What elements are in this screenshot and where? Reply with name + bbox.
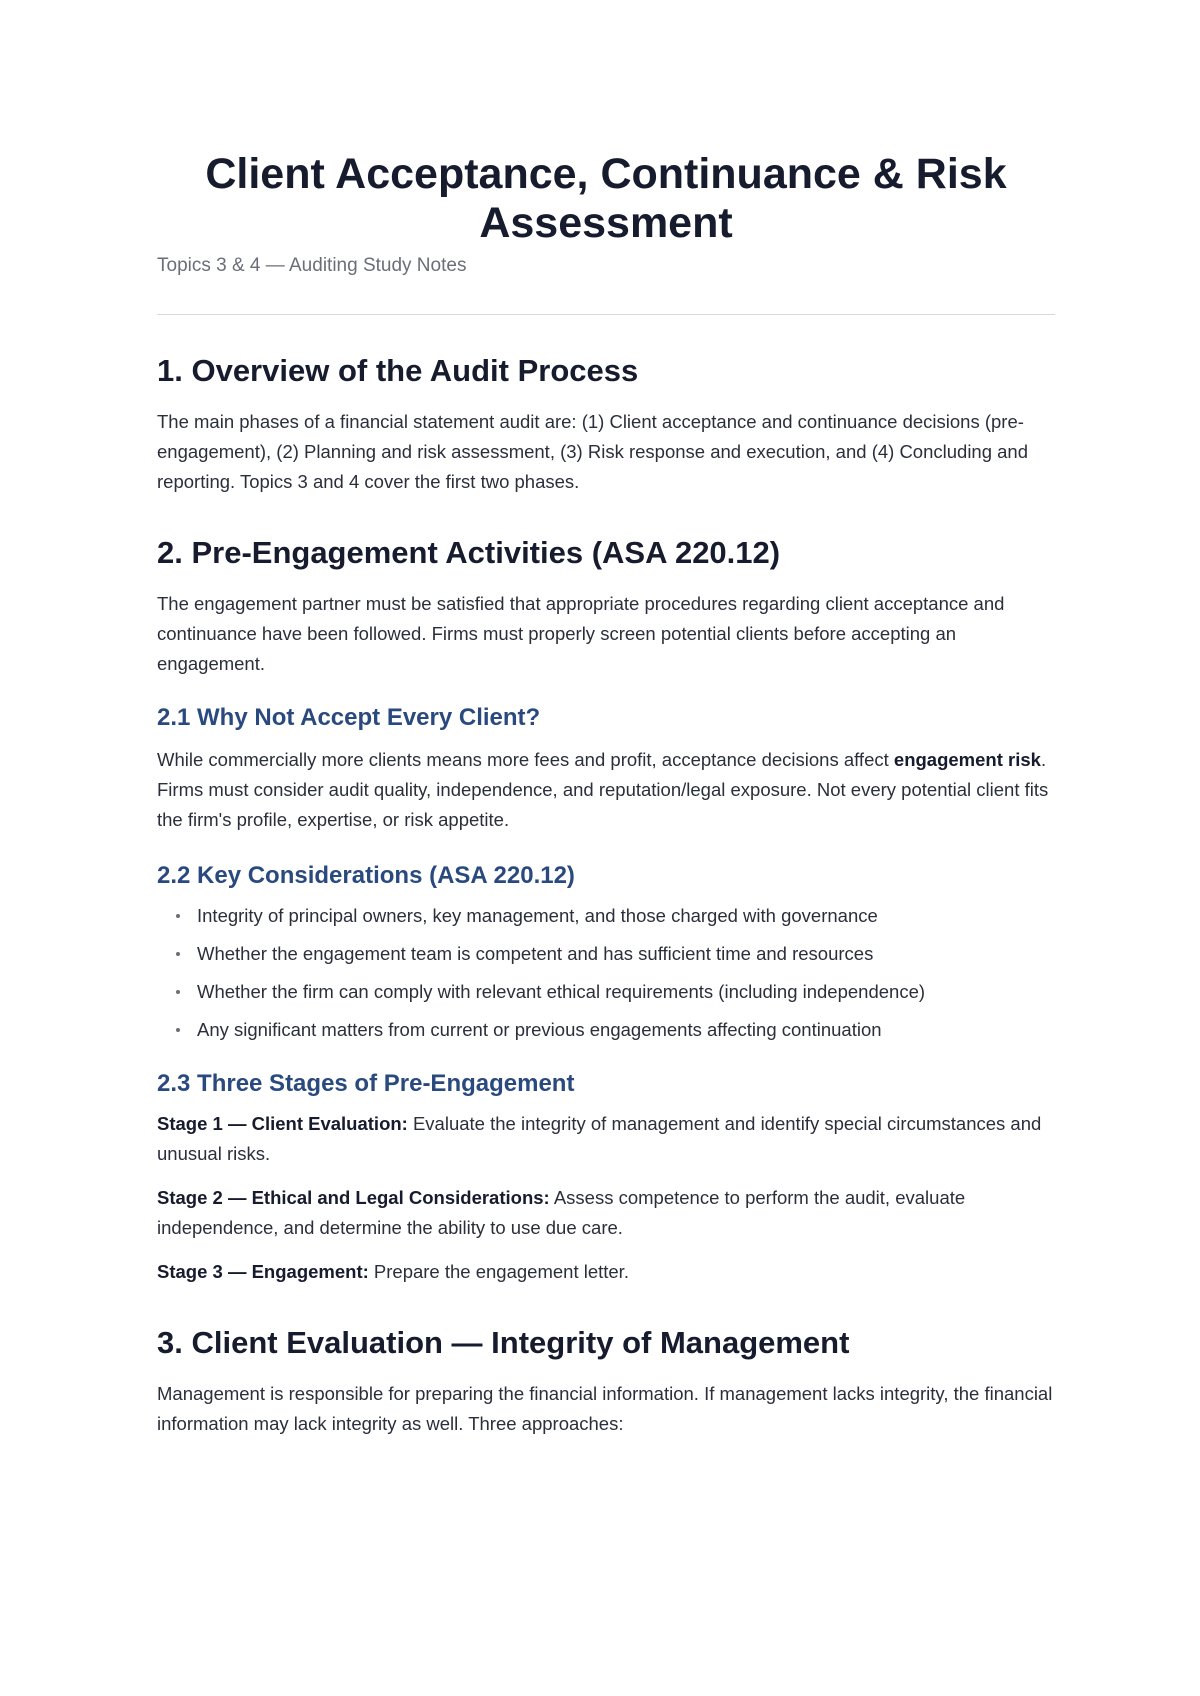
section-1-heading: 1. Overview of the Audit Process: [157, 353, 639, 388]
bullet-icon: [176, 914, 180, 918]
engagement-risk-term: engagement risk: [893, 749, 1041, 770]
stage-1-text: Evaluate the integrity of management and identify special circumstances and unusual risks.: [157, 1113, 1042, 1164]
section-2-paragraph: The engagement partner must be satisfied that appropriate procedures regarding client acceptance and continuance have been followed. Firms must properly screen potential clients before accepting an engagement.: [157, 593, 1005, 674]
section-3-paragraph: Management is responsible for preparing the financial information. If management lacks integrity, the financial information may lack integrity as well. Three approaches:: [157, 1383, 1053, 1434]
section-2-1-text-before: While commercially more clients means more fees and profit, acceptance decisions affect: [157, 749, 894, 770]
stage-2-paragraph: [157, 1183, 1055, 1243]
list-item-text: Whether the engagement team is competent and has sufficient time and resources: [197, 943, 874, 964]
list-item: [157, 903, 1055, 929]
section-2-3-heading: 2.3 Three Stages of Pre-Engagement: [157, 1070, 575, 1097]
section-2-2-heading: 2.2 Key Considerations (ASA 220.12): [157, 862, 575, 889]
document-content: [157, 150, 1055, 1439]
list-item: [157, 941, 1055, 967]
stage-3-label: Stage 3 — Engagement:: [157, 1261, 369, 1282]
document-title: Client Acceptance, Continuance & Risk Assessment: [205, 150, 1007, 247]
section-2-1-heading: 2.1 Why Not Accept Every Client?: [157, 704, 541, 731]
section-2-1-text-after: . Firms must consider audit quality, independence, and reputation/legal exposure. Not every potential client fits the firm's profile, expertise, or risk appetite.: [157, 749, 1049, 830]
section-2-1-paragraph: [157, 745, 1055, 835]
list-item-text: Any significant matters from current or previous engagements affecting continuation: [197, 1019, 882, 1040]
document-subtitle: Topics 3 & 4 — Auditing Study Notes: [157, 255, 467, 276]
section-2-heading: 2. Pre-Engagement Activities (ASA 220.12): [157, 535, 781, 570]
key-considerations-list: [157, 903, 1055, 1043]
bullet-icon: [176, 1028, 180, 1032]
list-item-text: Whether the firm can comply with relevant ethical requirements (including independence): [197, 981, 926, 1002]
bullet-icon: [176, 952, 180, 956]
stage-1-label: Stage 1 — Client Evaluation:: [157, 1113, 408, 1134]
stage-1-paragraph: [157, 1109, 1055, 1169]
stage-2-text: Assess competence to perform the audit, evaluate independence, and determine the ability to use due care.: [157, 1187, 966, 1238]
stage-3-paragraph: [157, 1257, 1055, 1287]
bullet-icon: [176, 990, 180, 994]
section-3-heading: 3. Client Evaluation — Integrity of Management: [157, 1325, 850, 1360]
list-item-text: Integrity of principal owners, key management, and those charged with governance: [197, 905, 878, 926]
stage-3-text: Prepare the engagement letter.: [368, 1261, 629, 1282]
list-item: [157, 1017, 1055, 1043]
header-divider: [157, 314, 1055, 315]
section-1-paragraph: The main phases of a financial statement audit are: (1) Client acceptance and continuance decisions (pre-engagement), (2) Planning and risk assessment, (3) Risk response and execution, and (4) Concluding and reporting. Topics 3 and 4 cover the first two phases.: [157, 411, 1029, 492]
stage-2-label: Stage 2 — Ethical and Legal Considerations:: [157, 1187, 550, 1208]
list-item: [157, 979, 1055, 1005]
